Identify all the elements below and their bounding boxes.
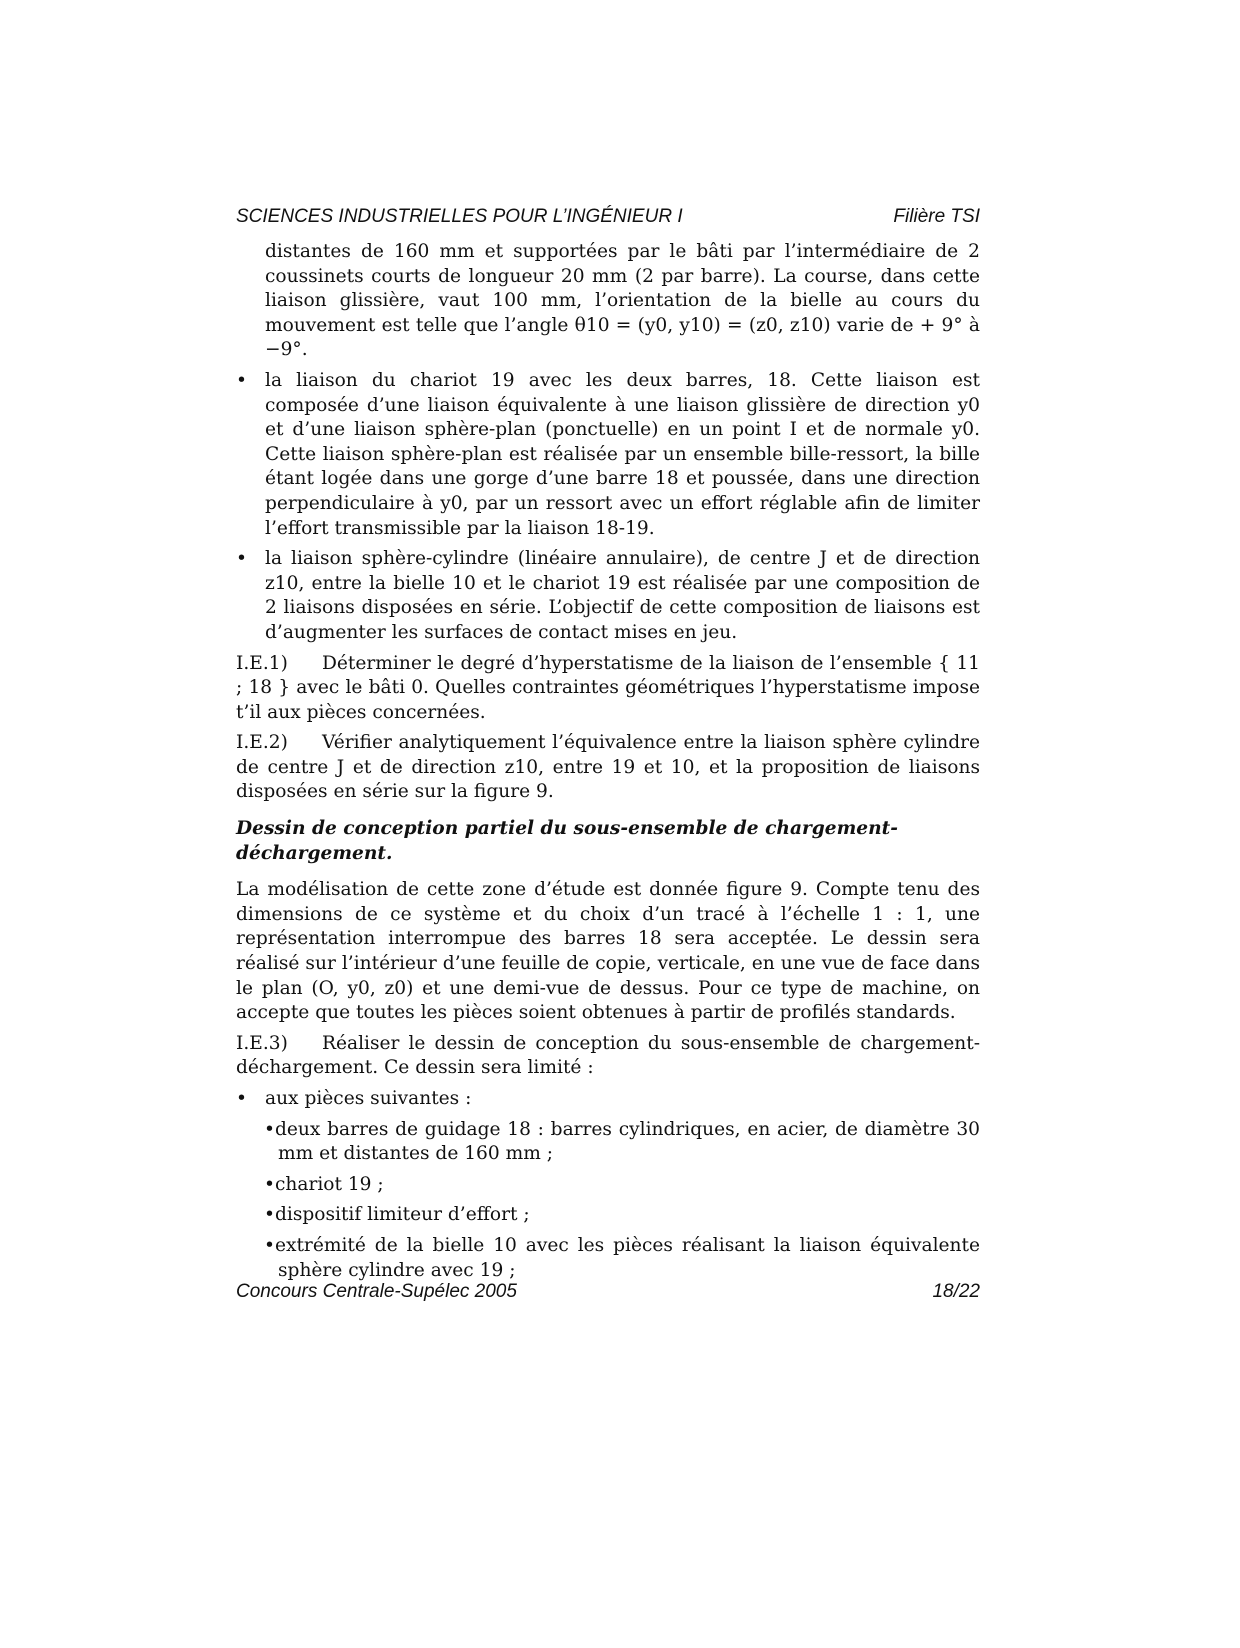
list-item (236, 1087, 980, 1112)
header-title: SCIENCES INDUSTRIELLES POUR L’INGÉNIEUR I (236, 206, 683, 227)
continued-paragraph: distantes de 160 mm et supportées par le bâti par l’intermédiaire de 2 coussinets courts de longueur 20 mm (2 par barre). La course, dans cette liaison glissière, vaut 100 mm, l’orientation de la bielle au cours du mouvement est telle que l’angle θ10 = (y0, y10) = (z0, z10) varie de + 9° à −9°. (265, 241, 980, 361)
question-text: Vérifier analytiquement l’équivalence entre la liaison sphère cylindre de centre J et de direction z10, entre 19 et 10, et la proposition de liaisons disposées en série sur la figure 9. (236, 732, 980, 803)
question-number: I.E.2) (236, 732, 288, 754)
sub-list-item: •chariot 19 ; (264, 1173, 384, 1195)
bullet-text: aux pièces suivantes : (265, 1088, 472, 1109)
question-text: Déterminer le degré d’hyperstatisme de la liaison de l’ensemble { 11 ; 18 } avec le bâti 0. Quelles contraintes géométriques l’hyperstatisme impose t’il aux pièces concernées. (236, 652, 980, 723)
footer-exam: Concours Centrale-Supélec 2005 (236, 1281, 517, 1302)
section-title: Dessin de conception partiel du sous-ensemble de chargement-déchargement. (236, 818, 898, 864)
question (236, 1032, 980, 1081)
sub-list-item: •dispositif limiteur d’effort ; (264, 1204, 530, 1226)
page-footer (236, 1281, 980, 1303)
list-item (236, 547, 980, 645)
page-header (236, 206, 980, 228)
page-number: 18/22 (932, 1281, 980, 1302)
page-body (236, 240, 980, 1283)
header-stream: Filière TSI (893, 206, 980, 227)
question (236, 731, 980, 805)
list-item (236, 369, 980, 541)
question (236, 652, 980, 726)
question-number: I.E.3) (236, 1032, 288, 1054)
section-paragraph: La modélisation de cette zone d’étude est donnée figure 9. Compte tenu des dimensions de ce système et du choix d’un tracé à l’échelle 1 : 1, une représentation interrompue des barres 18 sera acceptée. Le dessin sera réalisé sur l’intérieur d’une feuille de copie, verticale, en une vue de face dans le plan (O, y0, z0) et une demi-vue de dessus. Pour ce type de machine, on accepte que toutes les pièces soient obtenues à partir de profilés standards. (236, 879, 980, 1024)
question-number: I.E.1) (236, 652, 288, 674)
bullet-text: la liaison sphère-cylindre (linéaire annulaire), de centre J et de direction z10, entre la bielle 10 et le chariot 19 est réalisée par une composition de 2 liaisons disposées en série. L’objectif de cette composition de liaisons est d’augmenter les surfaces de contact mises en jeu. (265, 548, 980, 643)
sub-list-item: •extrémité de la bielle 10 avec les pièces réalisant la liaison équivalente sphère cylindre avec 19 ; (264, 1234, 980, 1281)
bullet-text: la liaison du chariot 19 avec les deux barres, 18. Cette liaison est composée d’une liaison équivalente à une liaison glissière de direction y0 et d’une liaison sphère-plan (ponctuelle) en un point I et de normale y0. Cette liaison sphère-plan est réalisée par un ensemble bille-ressort, la bille étant logée dans une gorge d’une barre 18 et poussée, dans une direction perpendiculaire à y0, par un ressort avec un effort réglable afin de limiter l’effort transmissible par la liaison 18-19. (265, 369, 980, 539)
bullet-marker: • (236, 548, 247, 570)
sub-list-item: •deux barres de guidage 18 : barres cylindriques, en acier, de diamètre 30 mm et distantes de 160 mm ; (264, 1118, 980, 1165)
question-text: Réaliser le dessin de conception du sous-ensemble de chargement-déchargement. Ce dessin sera limité : (236, 1032, 980, 1079)
bullet-marker: • (236, 1088, 247, 1109)
bullet-marker: • (236, 369, 247, 391)
